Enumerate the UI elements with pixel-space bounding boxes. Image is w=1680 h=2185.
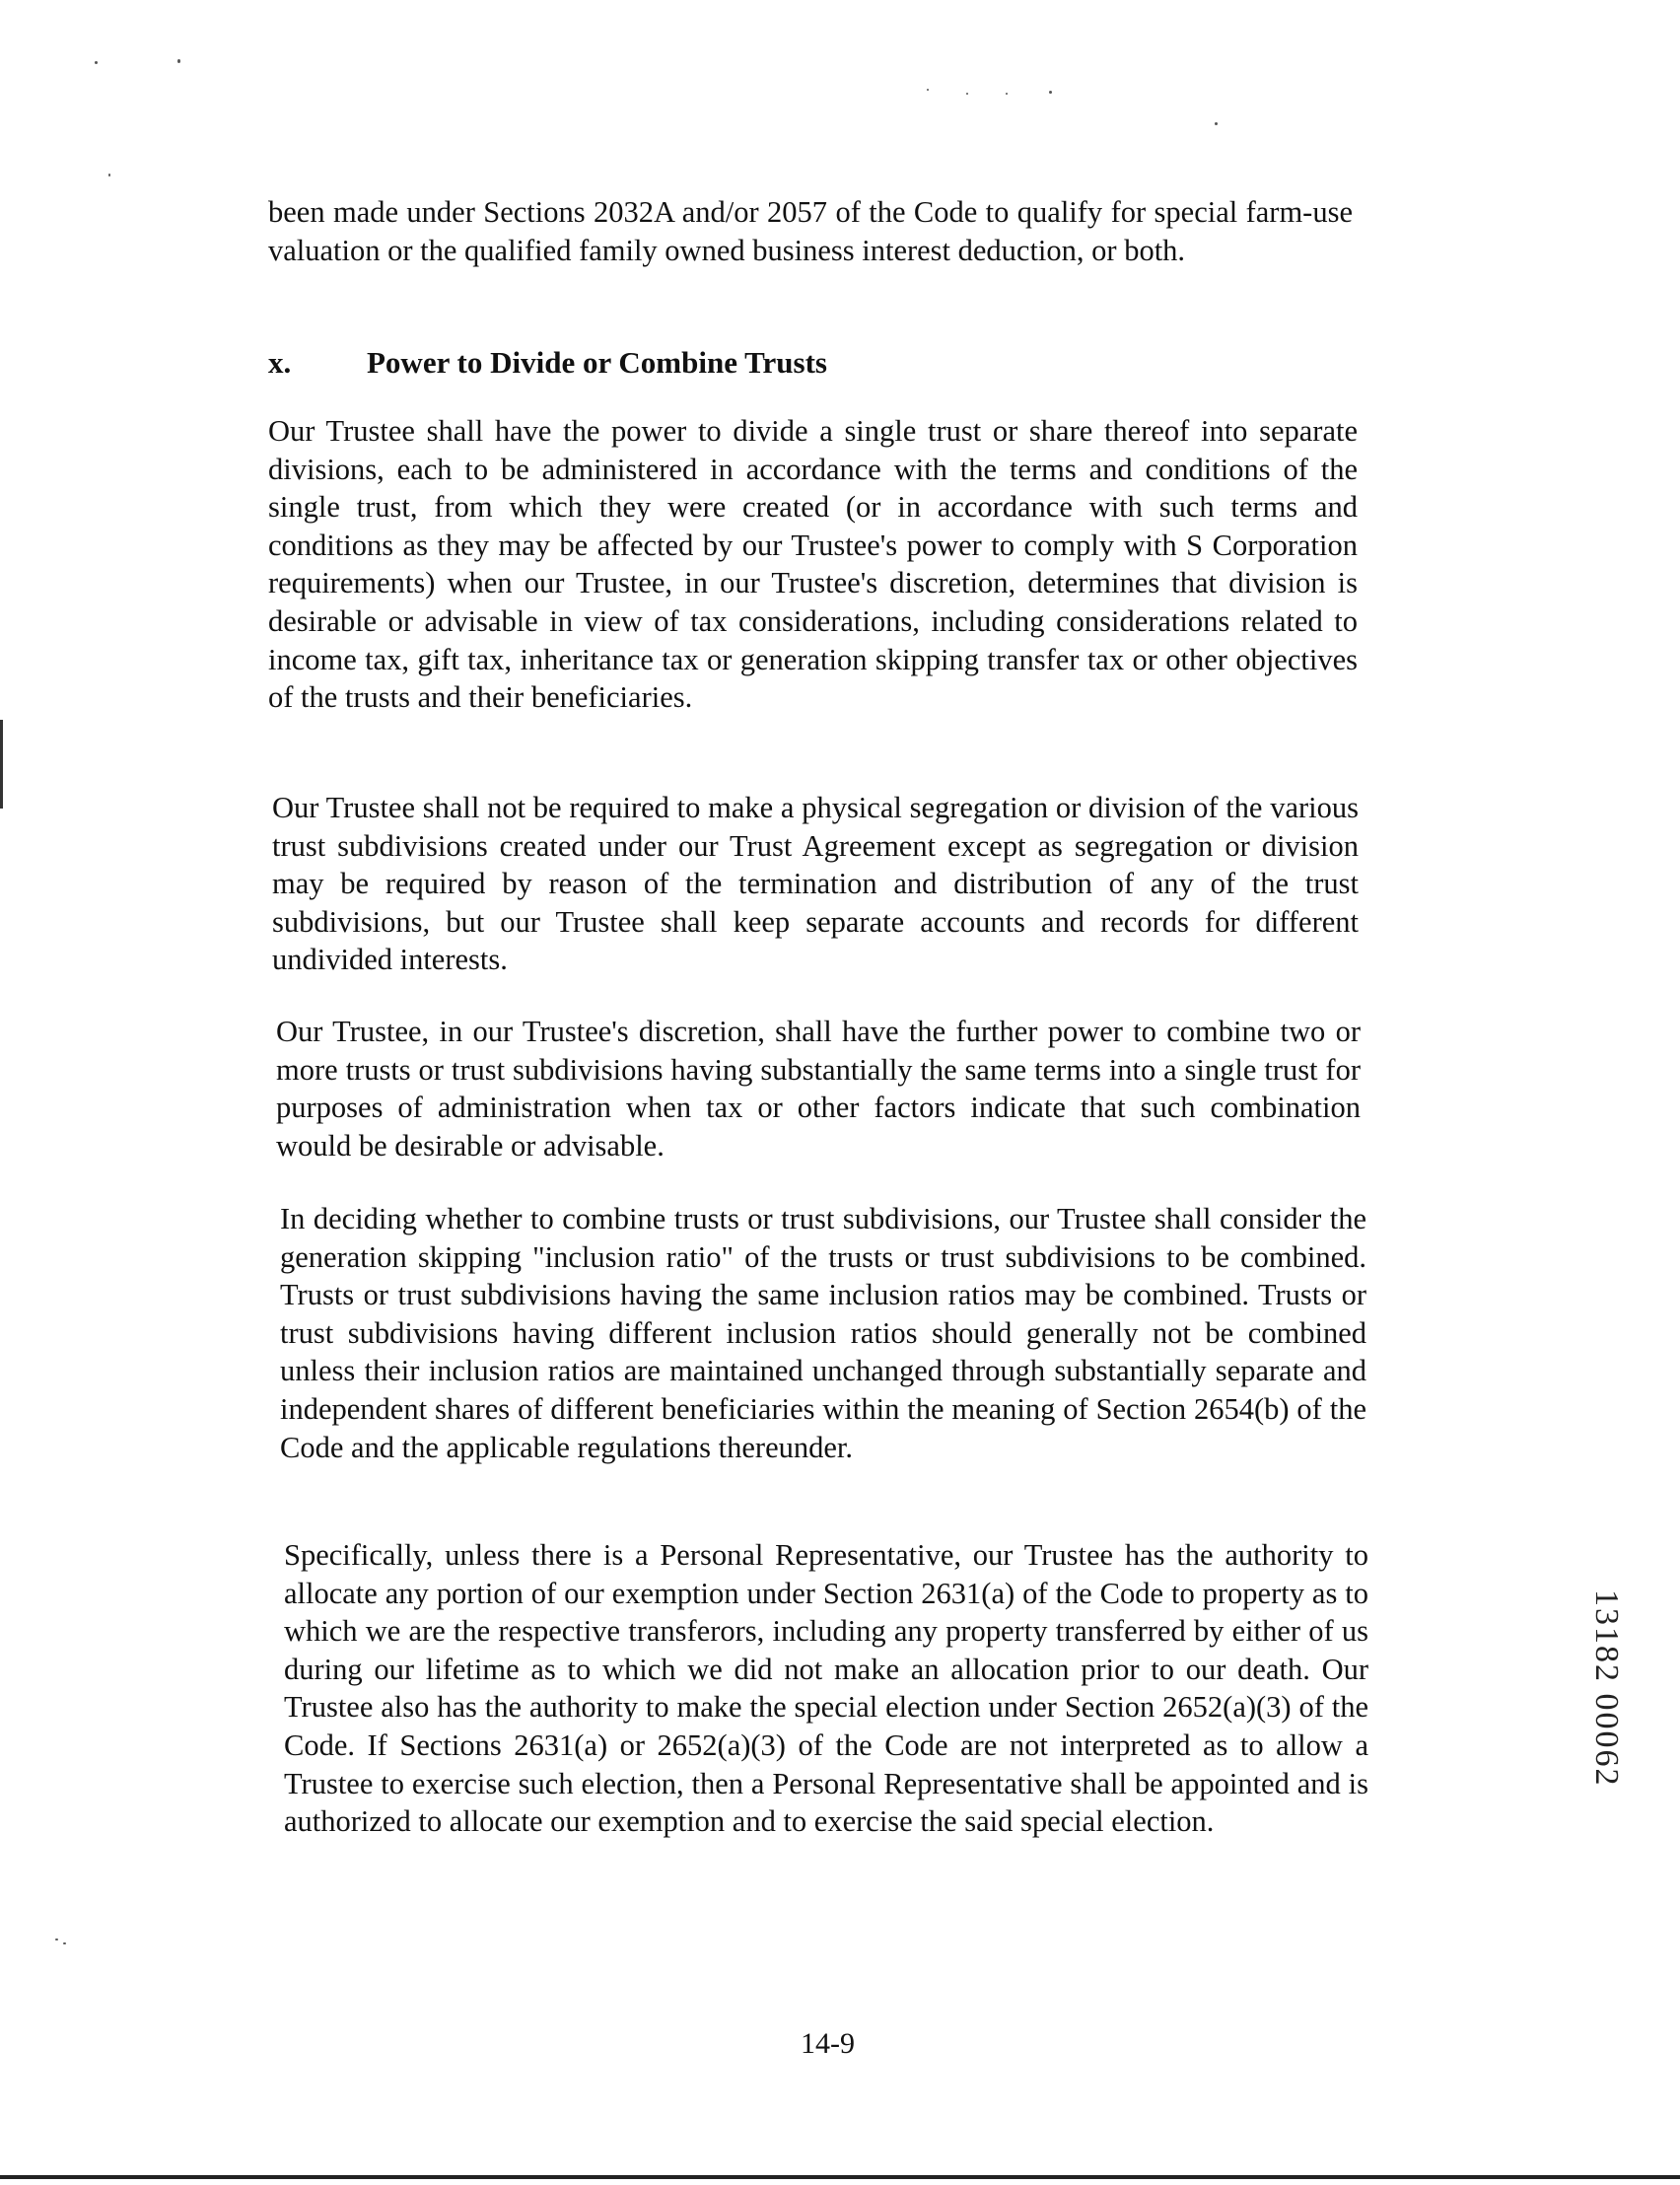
intro-paragraph: been made under Sections 2032A and/or 2057 of the Code to qualify for special farm-use valuation or the qualified family owned business interest deduction, or both. bbox=[268, 195, 1353, 267]
scan-speck bbox=[1215, 122, 1218, 125]
scan-speck bbox=[1049, 91, 1052, 94]
paragraph-divide-power: Our Trustee shall have the power to divide a single trust or share thereof into separate divisions, each to be administered in accordance with the terms and conditions of the single trust, from which they were created (or in accordance with such terms and conditions as they may be affected by our Trustee's power to comply with S Corporation requirements) when our Trustee, in our Trustee's discretion, determines that division is desirable or advisable in view of tax considerations, including considerations related to income tax, gift tax, inheritance tax or generation skipping transfer tax or other objectives of the trusts and their beneficiaries. bbox=[268, 414, 1358, 715]
section-number: x. bbox=[268, 345, 292, 380]
bates-number: 13182 00062 bbox=[1588, 1589, 1625, 1788]
paragraph-inclusion-ratio: In deciding whether to combine trusts or trust subdivisions, our Trustee shall consider the generation skipping "inclusion ratio" of the trusts or trust subdivisions to be combined. Trusts or trust subdivisions having the same inclusion ratios may be combined. Trusts or trust subdivisions having different inclusion ratios should generally not be combined unless their inclusion ratios are maintained unchanged through substantially separate and independent shares of different beneficiaries within the meaning of Section 2654(b) of the Code and the applicable regulations thereunder. bbox=[280, 1202, 1366, 1464]
scan-speck bbox=[108, 174, 110, 176]
scan-speck bbox=[966, 93, 968, 95]
page-number: 14-9 bbox=[801, 2027, 855, 2060]
scan-bottom-edge bbox=[0, 2175, 1680, 2179]
scan-speck bbox=[1006, 93, 1008, 95]
scan-speck bbox=[177, 59, 180, 63]
scan-speck bbox=[63, 1942, 66, 1944]
paragraph-segregation: Our Trustee shall not be required to make a physical segregation or division of the various trust subdivisions created under our Trust Agreement except as segregation or division may be required by reason of the termination and distribution of any of the trust subdivisions, but our Trustee shall keep separate accounts and records for different undivided interests. bbox=[272, 791, 1359, 977]
scan-speck bbox=[55, 1938, 58, 1940]
scan-speck bbox=[95, 61, 98, 64]
section-heading bbox=[268, 345, 827, 381]
scan-edge-mark bbox=[0, 720, 3, 809]
paragraph-combine-power: Our Trustee, in our Trustee's discretion, shall have the further power to combine two or more trusts or trust subdivisions having substantially the same terms into a single trust for purposes of administration when tax or other factors indicate that such combination would be desirable or advisable. bbox=[276, 1015, 1361, 1163]
scan-speck bbox=[927, 89, 929, 91]
paragraph-exemption-allocation: Specifically, unless there is a Personal Representative, our Trustee has the authority to allocate any portion of our exemption under Section 2631(a) of the Code to property as to which we are the respective transferors, including any property transferred by either of us during our lifetime as to which we did not make an allocation prior to our death. Our Trustee also has the authority to make the special election under Section 2652(a)(3) of the Code. If Sections 2631(a) or 2652(a)(3) of the Code are not interpreted as to allow a Trustee to exercise such election, then a Personal Representative shall be appointed and is authorized to allocate our exemption and to exercise the said special election. bbox=[284, 1538, 1368, 1839]
section-title: Power to Divide or Combine Trusts bbox=[367, 345, 827, 380]
